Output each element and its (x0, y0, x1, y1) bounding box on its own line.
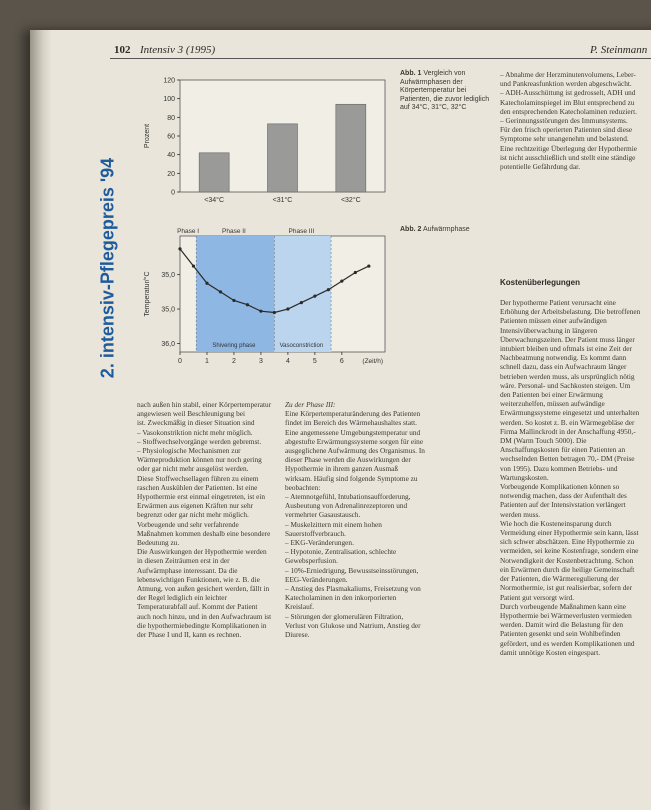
data-point (246, 303, 249, 306)
bar-chart (135, 72, 395, 212)
phase-band (274, 236, 331, 352)
list-item: – Störungen der glomerulären Filtration, Verlust von Glukose und Natrium, Anstieg der Diurese. (285, 611, 421, 640)
y-tick-label: 35,0 (161, 306, 175, 314)
x-tick-label: 4 (285, 358, 290, 365)
author-header: P. Steinmann (590, 44, 648, 56)
temperature-line-chart (135, 224, 395, 370)
paragraph: Eine Körpertemperaturänderung des Patienten findet im Bereich des Wärmehaushaltes statt. Eine angemessene Umgebungstemperatur und abgestufte Erwärmungssysteme sorgen für eine ausgeglichene Aufwärmung des Organismus. In dieser Phase werden die Auswirkungen der Hypothermie in ihrem ganzen Ausmaß wirksam. Häufig sind folgende Symptome zu beobachten: (285, 409, 425, 492)
figure1-caption-label: Abb. 1 (400, 70, 422, 77)
text-column-left (137, 400, 272, 639)
data-point (219, 290, 222, 293)
y-axis-label: Prozent (144, 123, 151, 149)
list-item: – Anstieg des Plasmakaliums, Freisetzung von Katecholaminen in den inkorporierten Kreislauf. (285, 584, 421, 612)
list-item: – Abnahme der Herzminutenvolumens, Leber- und Pankreasfunktion werden abgeschwächt. (500, 70, 636, 89)
book-spine-shadow (30, 30, 52, 810)
list-item: – Hypotonie, Zentralisation, schlechte Gewebsperfusion. (285, 547, 397, 566)
x-tick-label: 1 (205, 358, 209, 365)
phase-label: Phase I (177, 228, 200, 235)
y-tick-label: 120 (163, 77, 175, 85)
paragraph: ist. Zweckmäßig in dieser Situation sind (137, 418, 255, 428)
header-rule (110, 58, 651, 59)
data-point (286, 307, 289, 310)
y-tick-label: 60 (167, 133, 175, 141)
book-page (30, 30, 651, 810)
x-tick-label: 6 (339, 358, 344, 365)
data-point (367, 264, 370, 267)
phase-band (196, 236, 274, 352)
paragraph: Der hypotherme Patient verursacht eine Erhöhung der Arbeitsbelastung. Die betroffenen Patienten müssen einer aufwändigen Intensivüberwachung in längeren Überwachungszeiten. Der Patient muss länger intubiert bleiben und oftmals ist eine Zeit der Nachbeatmung notwendig. Es kommt dann schnell dazu, dass ein Aufwachraum länger betrieben werden muss, als ursprünglich nötig wäre. Personal- und Sachkosten steigen. Um den Patienten bei einer Erwärmung weiterzuhelfen, müssen aufwändige Erwärmungssysteme eingesetzt und unterhalten werden. So kostet z. B. ein Wärmegebläse der Firma Mallinckrodt in der Anschaffung 4950,- DM (Warm Touch 5000). Die Anschaffungskosten für einen Patienten an wechselnden Betten betragen 70,- DM (Preise von 1995). Dazu kommen Betriebs- und Wartungskosten. (500, 298, 641, 482)
list-item: – Stoffwechselvorgänge werden gebremst. (137, 436, 262, 446)
text-column-middle (285, 400, 425, 639)
bar (268, 124, 298, 192)
x-tick-label: <31°C (272, 197, 293, 204)
list-item: – ADH-Ausschüttung ist gedrosselt, ADH und Katecholaminspiegel im Blut entsprechend zu den entsprechenden Katecholaminen reduziert. (500, 88, 637, 116)
bar (336, 104, 366, 192)
phase-label: Phase III (288, 228, 315, 235)
bar (199, 153, 229, 192)
data-point (327, 288, 330, 291)
list-item: – Atemnotgefühl, Intubationsaufforderung, Ausbeutung von Adrenalinrezeptoren und vermehrter Gasaustausch. (285, 492, 411, 520)
band-label: Vasoconstriction (279, 343, 324, 349)
page-number: 102 (114, 44, 131, 56)
band-label: Shivering phase (212, 343, 256, 349)
figure2-caption (400, 226, 495, 235)
data-point (205, 282, 208, 285)
y-tick-label: 35,0 (161, 272, 175, 280)
data-point (313, 295, 316, 298)
list-item: – EKG-Veränderungen. (285, 538, 354, 548)
data-point (340, 280, 343, 283)
list-item: – Physiologische Mechanismen zur Wärmeproduktion können nur noch gering oder gar nicht mehr ausgelöst werden. (137, 446, 262, 474)
text-column-right (500, 70, 642, 171)
list-item: – 10%-Erniedrigung, Bewusstseinsstörungen, EEG-Veränderungen. (285, 565, 419, 584)
figure1-caption-text: Vergleich von Aufwärmphasen der Körpertemperatur bei Patienten, die zuvor lediglich auf 34°C, 31°C, 32°C (400, 70, 490, 111)
figure2-caption-text: Aufwärmphase (422, 226, 470, 233)
paragraph: Für den frisch operierten Patienten sind diese Symptome sehr unangenehm und belastend. Eine rechtzeitige Überlegung der Hypothermie ist nicht ausschließlich und stellt eine ständige potentielle Gefährdung dar. (500, 125, 637, 172)
data-point (178, 247, 181, 250)
x-tick-label: <32°C (340, 197, 361, 204)
text-column-right-lower (500, 298, 642, 657)
vertical-title: 2. intensiv-Pflegepreis '94 (97, 157, 118, 379)
x-tick-label: 2 (231, 358, 236, 365)
section-title: Kostenüberlegungen (500, 278, 581, 287)
y-tick-label: 36,0 (161, 340, 175, 348)
x-tick-label: 5 (312, 358, 317, 365)
data-point (300, 301, 303, 304)
y-axis-label: Temperatur/°C (144, 271, 151, 317)
paragraph: nach außen hin stabil, einer Körpertemperatur angewiesen weil Beschleunigung bei (137, 400, 272, 419)
x-tick-label: 0 (178, 358, 182, 365)
data-point (259, 310, 262, 313)
paragraph: Die Auswirkungen der Hypothermie werden in diesen Zeiträumen erst in der Aufwärmphase interessant. Da die lebenswichtigen Funktionen, wie z. B. die Atmung, von außen gesichert werden, fällt in der Regel lediglich ein leichter Temperaturabfall auf. Kommt der Patient auch noch hinzu, und in den Aufwachraum ist die hypothermiebedingte Komplikationen in der Phase I und II, kann es rechnen. (137, 547, 272, 640)
data-point (232, 299, 235, 302)
paragraph: Diese Stoffwechsellagen führen zu einem raschen Auskühlen der Patienten. Ist eine Hypothermie erst einmal eingetreten, ist ein Erwärmen aus eigenen Kräften nur sehr begrenzt oder gar nicht mehr möglich. Vorbeugende und sehr verfahrende Maßnahmen kommen deshalb eine besondere Bedeutung zu. (137, 473, 271, 548)
y-tick-label: 100 (163, 96, 175, 104)
x-tick-label: <34°C (204, 197, 225, 204)
y-tick-label: 0 (171, 189, 175, 197)
list-item: – Vasokonstriktion nicht mehr möglich. (137, 427, 253, 437)
y-tick-label: 80 (167, 114, 175, 122)
data-point (354, 271, 357, 274)
x-axis-label: (Zeit/h) (362, 358, 383, 365)
paragraph: Vorbeugende Komplikationen können so notwendig machen, dass der Aufenthalt des Patienten auf der Intensivstation verlängert werden muss. (500, 482, 627, 519)
figure1-caption (400, 70, 495, 113)
list-item: – Muskelzittern mit einem hohen Sauerstoffverbrauch. (285, 519, 382, 538)
y-tick-label: 40 (167, 152, 175, 160)
y-tick-label: 20 (167, 170, 175, 178)
phase-label: Phase II (222, 228, 246, 235)
data-point (273, 311, 276, 314)
subheading: Zu der Phase III: (285, 400, 336, 409)
paragraph: Wie hoch die Kosteneinsparung durch Vermeidung einer Hypothermie sein kann, lässt sich schwer abschätzen. Eine Hypothermie zu vermeiden, sei keine Kostenfrage, sondern eine Notwendigkeit der Kostenbetrachtung. Schon ein Erwärmen durch die heilige Gemeinschaft der Patienten, die Wärmeregulierung der Normothermie, ist gut realisierbar, sofern der Patient gut versorgt wird. (500, 518, 639, 602)
x-tick-label: 3 (258, 358, 263, 365)
paragraph: Durch vorbeugende Maßnahmen kann eine Hypothermie bei Wärmeverlusten vermieden werden. Damit wird die Belastung für den Patienten gesenkt und sein Wohlbefinden gefördert, und es werden Komplikationen und damit unnötige Kosten eingespart. (500, 601, 635, 657)
data-point (192, 264, 195, 267)
list-item: – Gerinnungsstörungen des Immunsystems. (500, 116, 628, 126)
journal-header: Intensiv 3 (1995) (140, 44, 216, 56)
figure2-caption-label: Abb. 2 (400, 226, 422, 233)
